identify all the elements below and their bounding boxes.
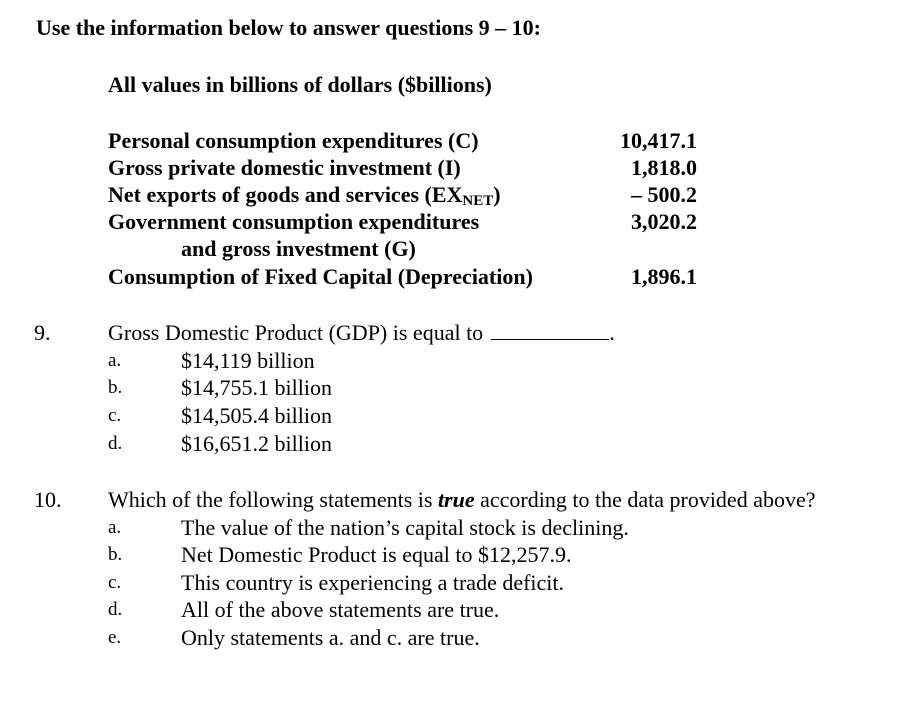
- option-b: Net Domestic Product is equal to $12,257.9.: [181, 542, 572, 567]
- option-letter-a: a.: [108, 517, 122, 538]
- option-c: $14,505.4 billion: [181, 403, 332, 428]
- question-stem-start: Which of the following statements is: [108, 487, 438, 512]
- option-e: Only statements a. and c. are true.: [181, 625, 480, 650]
- row-label-government-cont: and gross investment (G): [181, 236, 416, 261]
- option-letter-e: e.: [108, 627, 122, 648]
- row-value-government: 3,020.2: [631, 209, 697, 234]
- question-period: .: [609, 320, 615, 345]
- question-text: [108, 486, 816, 513]
- option-letter-a: a.: [108, 350, 122, 371]
- option-a: The value of the nation’s capital stock is declining.: [181, 515, 629, 540]
- row-label-government: Government consumption expenditures: [108, 209, 480, 234]
- net-exports-label-main: Net exports of goods and services (EX: [108, 182, 463, 207]
- row-value-consumption: 10,417.1: [620, 128, 697, 153]
- option-letter-b: b.: [108, 544, 123, 565]
- question-stem: Gross Domestic Product (GDP) is equal to: [108, 320, 484, 345]
- row-value-net-exports: – 500.2: [631, 182, 697, 207]
- option-letter-d: d.: [108, 433, 123, 454]
- units-note: All values in billions of dollars ($billions): [108, 72, 492, 97]
- row-label-depreciation: Consumption of Fixed Capital (Depreciation): [108, 264, 533, 289]
- question-text: [108, 319, 615, 346]
- question-emphasis: true: [437, 487, 475, 512]
- question-number: 10.: [34, 487, 62, 512]
- option-letter-c: c.: [108, 405, 122, 426]
- option-a: $14,119 billion: [181, 348, 315, 373]
- row-value-investment: 1,818.0: [631, 155, 697, 180]
- option-d: All of the above statements are true.: [181, 597, 500, 622]
- net-exports-subscript: NET: [462, 193, 494, 209]
- question-stem-end: according to the data provided above?: [474, 487, 816, 512]
- net-exports-label-end: ): [493, 182, 501, 207]
- answer-blank: [491, 321, 609, 340]
- option-d: $16,651.2 billion: [181, 431, 332, 456]
- option-c: This country is experiencing a trade deficit.: [181, 570, 565, 595]
- row-label-consumption: Personal consumption expenditures (C): [108, 128, 479, 153]
- row-value-depreciation: 1,896.1: [631, 264, 697, 289]
- option-letter-c: c.: [108, 572, 122, 593]
- option-letter-b: b.: [108, 377, 123, 398]
- option-b: $14,755.1 billion: [181, 375, 332, 400]
- option-letter-d: d.: [108, 599, 123, 620]
- row-label-investment: Gross private domestic investment (I): [108, 155, 461, 180]
- instructions-heading: Use the information below to answer questions 9 – 10:: [36, 15, 541, 40]
- question-number: 9.: [34, 320, 51, 345]
